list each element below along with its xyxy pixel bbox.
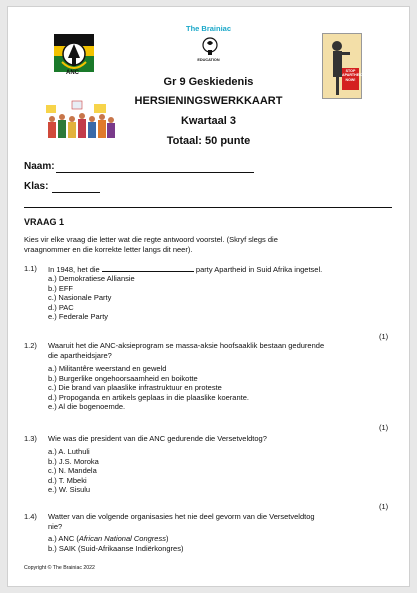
question-number: 1.4): [24, 512, 37, 521]
class-field[interactable]: [52, 192, 100, 193]
option: [48, 534, 183, 544]
poster-figure-icon: [323, 34, 361, 98]
mark-allocation: (1): [379, 502, 389, 511]
options-list: [48, 274, 135, 322]
mark-allocation: (1): [379, 423, 389, 432]
mark-allocation: (1): [379, 332, 389, 341]
copyright: Copyright © The Brainiac 2022: [24, 565, 95, 571]
question-text: [48, 264, 322, 275]
divider: [24, 207, 392, 208]
option: d.) T. Mbeki: [48, 475, 87, 485]
title-worksheet: HERSIENINGSWERKKAART: [134, 95, 283, 107]
option: c.) N. Mandela: [48, 466, 97, 476]
title-grade-subject: Gr 9 Geskiedenis: [163, 76, 254, 88]
brand-subtitle: EDUCATION: [197, 58, 220, 62]
option: c.) Die brand van plaaslike infrastruktuur en proteste: [48, 383, 222, 393]
question-text-line-2: die apartheidsjare?: [48, 351, 112, 360]
poster-text: STOP APARTHEID NOW!: [342, 69, 363, 82]
option: d.) Propoganda en artikels geplaas in die plaaslike koerante.: [48, 392, 249, 402]
option: c.) Nasionale Party: [48, 293, 112, 303]
question-number: 1.3): [24, 434, 37, 443]
options-list: [48, 447, 99, 495]
option: b.) Burgerlike ongehoorsaamheid en boikotte: [48, 373, 198, 383]
anc-logo-text: ANC: [66, 70, 79, 76]
option-prefix: a.) ANC (: [48, 534, 79, 543]
brainiac-logo-icon: [201, 37, 219, 57]
option: a.) Militantêre weerstand en geweld: [48, 364, 167, 373]
question-text-before: In 1948, het die: [48, 265, 100, 274]
question-text-after: party Apartheid in Suid Afrika ingetsel.: [195, 265, 323, 274]
worksheet-page: [7, 6, 410, 587]
question-text-line-1: Watter van die volgende organisasies het nie deel gevorm van die Versetveldtog: [48, 512, 315, 521]
question-text-line-2: nie?: [48, 522, 63, 531]
option: d.) PAC: [48, 302, 74, 312]
question-text-line-1: Waaruit het die ANC-aksieprogram se massa-aksie hoofsaaklik bestaan gedurende: [48, 341, 325, 350]
section-heading: VRAAG 1: [24, 217, 65, 227]
options-list: [48, 534, 183, 553]
name-label: Naam:: [24, 161, 55, 172]
option: b.) EFF: [48, 283, 74, 293]
instruction-line-2: vraagnommer en die korrekte letter langs dit neer).: [24, 245, 193, 254]
title-total: Totaal: 50 punte: [166, 135, 251, 147]
option: e.) W. Sisulu: [48, 485, 91, 495]
instruction-line-1: Kies vir elke vraag die letter wat die regte antwoord voorstel. (Skryf slegs die: [24, 235, 278, 244]
option: e.) Federale Party: [48, 312, 109, 322]
brand-name: The Brainiac: [185, 24, 231, 33]
question-number: 1.2): [24, 341, 37, 350]
class-label: Klas:: [24, 181, 49, 192]
option: a.) A. Luthuli: [48, 447, 90, 456]
stop-apartheid-poster: [322, 33, 362, 99]
option: b.) J.S. Moroka: [48, 456, 99, 466]
option: b.) SAIK (Suid-Afrikaanse Indiërkongres): [48, 543, 184, 553]
option: a.) Demokratiese Alliansie: [48, 274, 135, 283]
name-field[interactable]: [56, 172, 254, 173]
question-text-line-1: Wie was die president van die ANC gedurende die Versetveldtog?: [48, 434, 267, 443]
option: e.) Al die bogenoemde.: [48, 402, 126, 412]
answer-blank: [102, 264, 194, 272]
title-term: Kwartaal 3: [180, 115, 237, 127]
option-italic: African National Congress: [78, 534, 166, 543]
option-suffix: ): [165, 534, 169, 543]
question-number: 1.1): [24, 264, 37, 273]
options-list: [48, 364, 249, 412]
